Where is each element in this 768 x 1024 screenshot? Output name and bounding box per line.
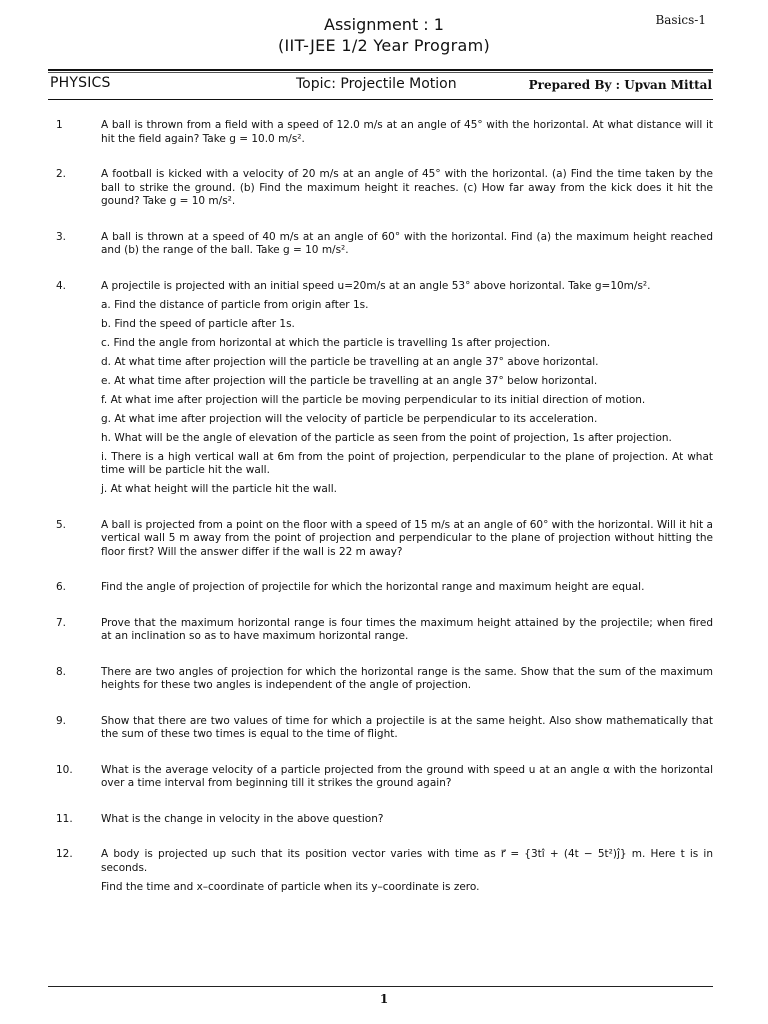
question-number: 3.	[56, 230, 67, 243]
question-body	[101, 581, 713, 595]
topic-label: Topic:	[296, 76, 336, 92]
question-number: 4.	[56, 279, 67, 292]
page-number: 1	[379, 992, 389, 1006]
question-number: 5.	[56, 518, 67, 531]
question-text: There are two angles of projection for which the horizontal range is the same. Show that the sum of the maximum heights for these two angles is independent of the angle of projection.	[101, 665, 713, 691]
question-number: 10.	[56, 763, 73, 776]
header-rule-bottom	[48, 99, 713, 100]
question-text: A ball is thrown from a field with a speed of 12.0 m/s at an angle of 45° with the horizontal. At what distance will it hit the field again? Take g = 10.0 m/s².	[101, 119, 713, 145]
question-number: 6.	[56, 581, 67, 593]
question-subpart: f. At what ime after projection will the particle be moving perpendicular to its initial direction of motion.	[101, 393, 646, 406]
question-subpart: h. What will be the angle of elevation of the particle as seen from the point of projection, 1s after projection.	[101, 431, 672, 444]
question-subpart: e. At what time after projection will the particle be travelling at an angle 37° below horizontal.	[101, 374, 598, 387]
question-item	[0, 581, 768, 595]
question-item	[0, 168, 768, 209]
question-body	[101, 280, 713, 497]
question-subpart: d. At what time after projection will the particle be travelling at an angle 37° above horizontal.	[101, 355, 599, 368]
question-list	[0, 119, 768, 916]
question-item	[0, 280, 768, 497]
question-body	[101, 764, 713, 791]
question-subpart: c. Find the angle from horizontal at which the particle is travelling 1s after projection.	[101, 336, 551, 349]
question-text: What is the change in velocity in the above question?	[101, 812, 384, 825]
question-body	[101, 715, 713, 742]
question-number: 7.	[56, 616, 67, 629]
question-subpart: b. Find the speed of particle after 1s.	[101, 317, 295, 330]
question-body	[101, 617, 713, 644]
question-text: A ball is projected from a point on the floor with a speed of 15 m/s at an angle of 60° with the horizontal. Will it hit a vertical wall 5 m away from the point of projection and perpendicular to the plane of projection without hitting the floor first? Will the answer differ if the wall is 22 m away?	[101, 518, 713, 558]
question-item	[0, 848, 768, 894]
question-item	[0, 519, 768, 560]
question-text: A projectile is projected with an initial speed u=20m/s at an angle 53° above horizontal. Take g=10m/s².	[101, 279, 651, 292]
question-body	[101, 848, 713, 894]
question-number: 8.	[56, 665, 67, 678]
assignment-title: Assignment : 1	[324, 15, 444, 34]
question-subpart: a. Find the distance of particle from origin after 1s.	[101, 298, 369, 311]
question-subpart: j. At what height will the particle hit the wall.	[101, 483, 337, 495]
question-body	[101, 231, 713, 258]
topic-line	[296, 76, 457, 92]
question-subpart: Find the time and x–coordinate of particle when its y–coordinate is zero.	[101, 880, 480, 893]
prepared-by: Prepared By : Upvan Mittal	[528, 78, 712, 92]
question-item	[0, 617, 768, 644]
question-body	[101, 119, 713, 146]
question-text: What is the average velocity of a particle projected from the ground with speed u at an angle α with the horizontal over a time interval from beginning till it strikes the ground again?	[101, 763, 713, 789]
question-item	[0, 119, 768, 146]
question-number: 9.	[56, 714, 67, 727]
topic-value: Projectile Motion	[340, 76, 457, 92]
question-number: 12.	[56, 848, 73, 860]
question-number: 11.	[56, 812, 73, 825]
question-text: Show that there are two values of time for which a projectile is at the same height. Also show mathematically that the sum of these two times is equal to the time of flight.	[101, 714, 713, 740]
question-text: Prove that the maximum horizontal range is four times the maximum height attained by the projectile; when fired at an inclination so as to have maximum horizontal range.	[101, 616, 713, 642]
question-item	[0, 764, 768, 791]
question-body	[101, 168, 713, 209]
question-text: A football is kicked with a velocity of 20 m/s at an angle of 45° with the horizontal. (a) Find the time taken by the ball to strike the ground. (b) Find the maximum height it reaches. (c) How far away from the kick does it hit the gound? Take g = 10 m/s².	[101, 168, 713, 207]
title-block	[0, 14, 768, 56]
header-rule-thin	[48, 72, 713, 73]
question-body	[101, 519, 713, 560]
question-number: 2.	[56, 168, 67, 180]
question-subpart: i. There is a high vertical wall at 6m from the point of projection, perpendicular to the plane of projection. At what time will be particle hit the wall.	[101, 450, 713, 476]
program-title: (IIT-JEE 1/2 Year Program)	[277, 36, 491, 55]
footer-rule	[48, 986, 713, 987]
question-body	[101, 813, 713, 827]
question-item	[0, 715, 768, 742]
header-rule-thick	[48, 69, 713, 71]
question-text: A ball is thrown at a speed of 40 m/s at an angle of 60° with the horizontal. Find (a) the maximum height reached and (b) the range of the ball. Take g = 10 m/s².	[101, 230, 713, 256]
question-number: 1	[56, 119, 63, 131]
question-item	[0, 813, 768, 827]
question-item	[0, 231, 768, 258]
subject-label: PHYSICS	[50, 75, 111, 91]
question-text: Find the angle of projection of projectile for which the horizontal range and maximum height are equal.	[101, 581, 645, 593]
question-text: A body is projected up such that its position vector varies with time as r⃗ = {3tî + (4t − 5t²)ĵ} m. Here t is in seconds.	[101, 848, 713, 874]
question-body	[101, 666, 713, 693]
question-item	[0, 666, 768, 693]
question-subpart: g. At what ime after projection will the velocity of particle be perpendicular to its acceleration.	[101, 412, 598, 425]
header-tag: Basics-1	[655, 13, 706, 27]
